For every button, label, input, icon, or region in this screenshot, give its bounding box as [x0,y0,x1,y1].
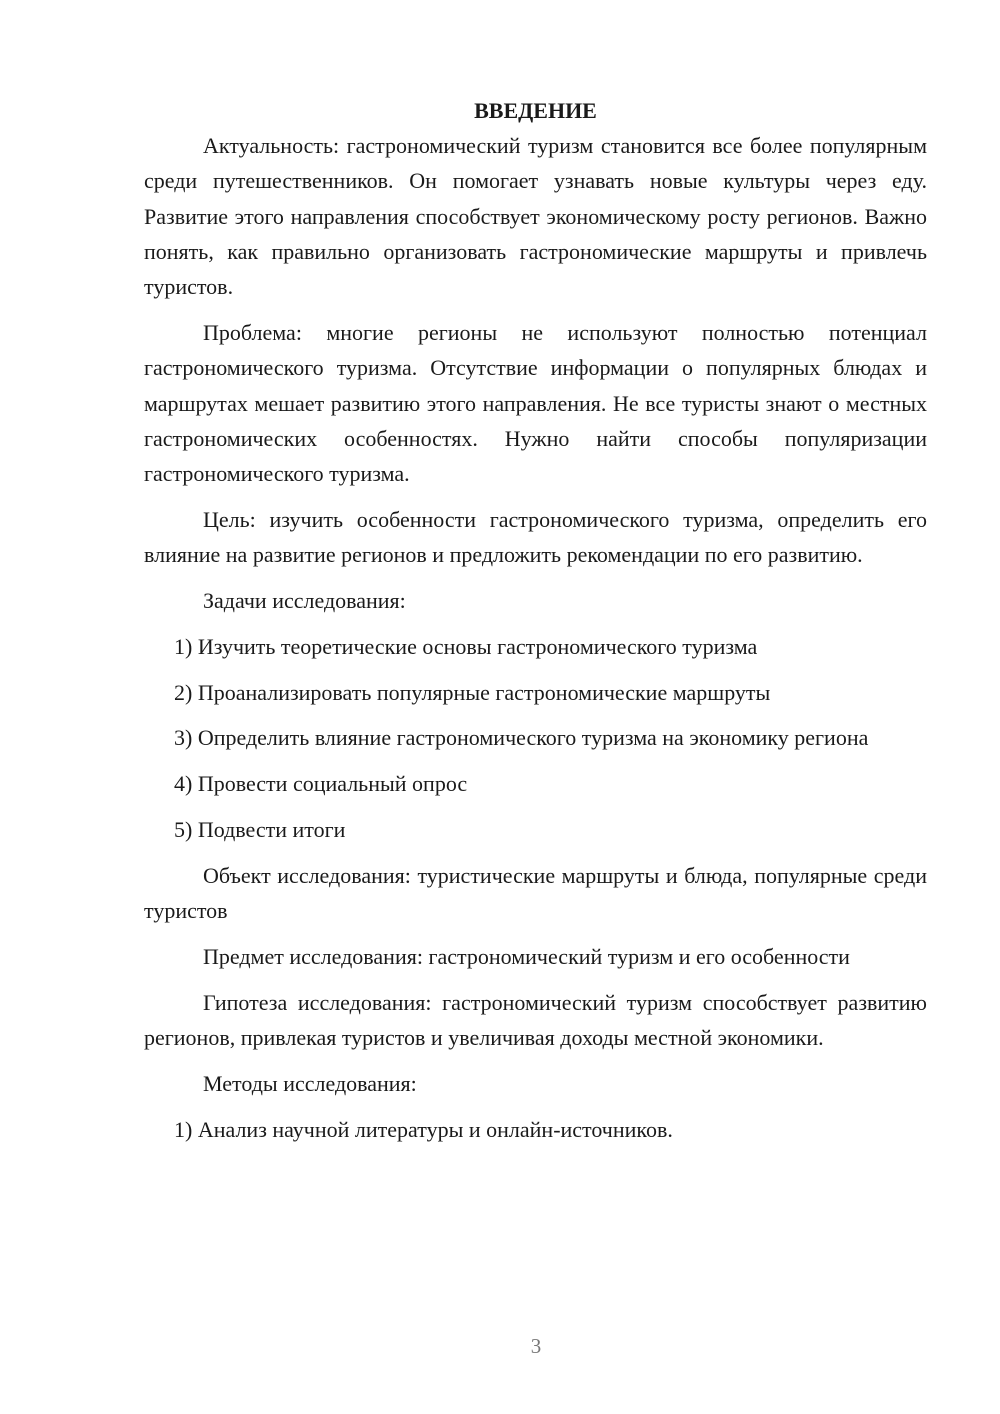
task-item-2: 2) Проанализировать популярные гастрономические маршруты [174,679,771,705]
paragraph-relevance: Актуальность: гастрономический туризм становится все более популярным среди путешественников. Он помогает узнавать новые культуры через еду. Развитие этого направления способствует экономическому росту регионов. Важно понять, как правильно организовать гастрономические маршруты и привлечь туристов. [144,133,927,300]
section-title: ВВЕДЕНИЕ [474,98,597,123]
task-item-4: 4) Провести социальный опрос [174,771,468,797]
page-number: 3 [530,1334,542,1358]
paragraph-problem: Проблема: многие регионы не используют полностью потенциал гастрономического туризма. Отсутствие информации о популярных блюдах и маршрутах мешает развитию этого направления. Не все туристы знают о местных гастрономических особенностях. Нужно найти способы популяризации гастрономического туризма. [144,319,927,487]
paragraph-subject: Предмет исследования: гастрономический туризм и его особенности [203,943,850,969]
document-body [144,93,927,1147]
paragraph-hypothesis: Гипотеза исследования: гастрономический туризм способствует развитию регионов, привлекая туристов и увеличивая доходы местной экономики. [144,989,927,1051]
paragraph-goal: Цель: изучить особенности гастрономического туризма, определить его влияние на развитие регионов и предложить рекомендации по его развитию. [144,506,927,568]
paragraph-object: Объект исследования: туристические маршруты и блюда, популярные среди туристов [144,862,927,924]
task-item-3: 3) Определить влияние гастрономического туризма на экономику региона [174,725,869,751]
task-item-5: 5) Подвести итоги [174,817,346,843]
task-item-1: 1) Изучить теоретические основы гастрономического туризма [174,633,758,659]
methods-heading: Методы исследования: [203,1070,417,1096]
method-item-1: 1) Анализ научной литературы и онлайн-источников. [174,1116,673,1142]
tasks-heading: Задачи исследования: [203,588,406,614]
